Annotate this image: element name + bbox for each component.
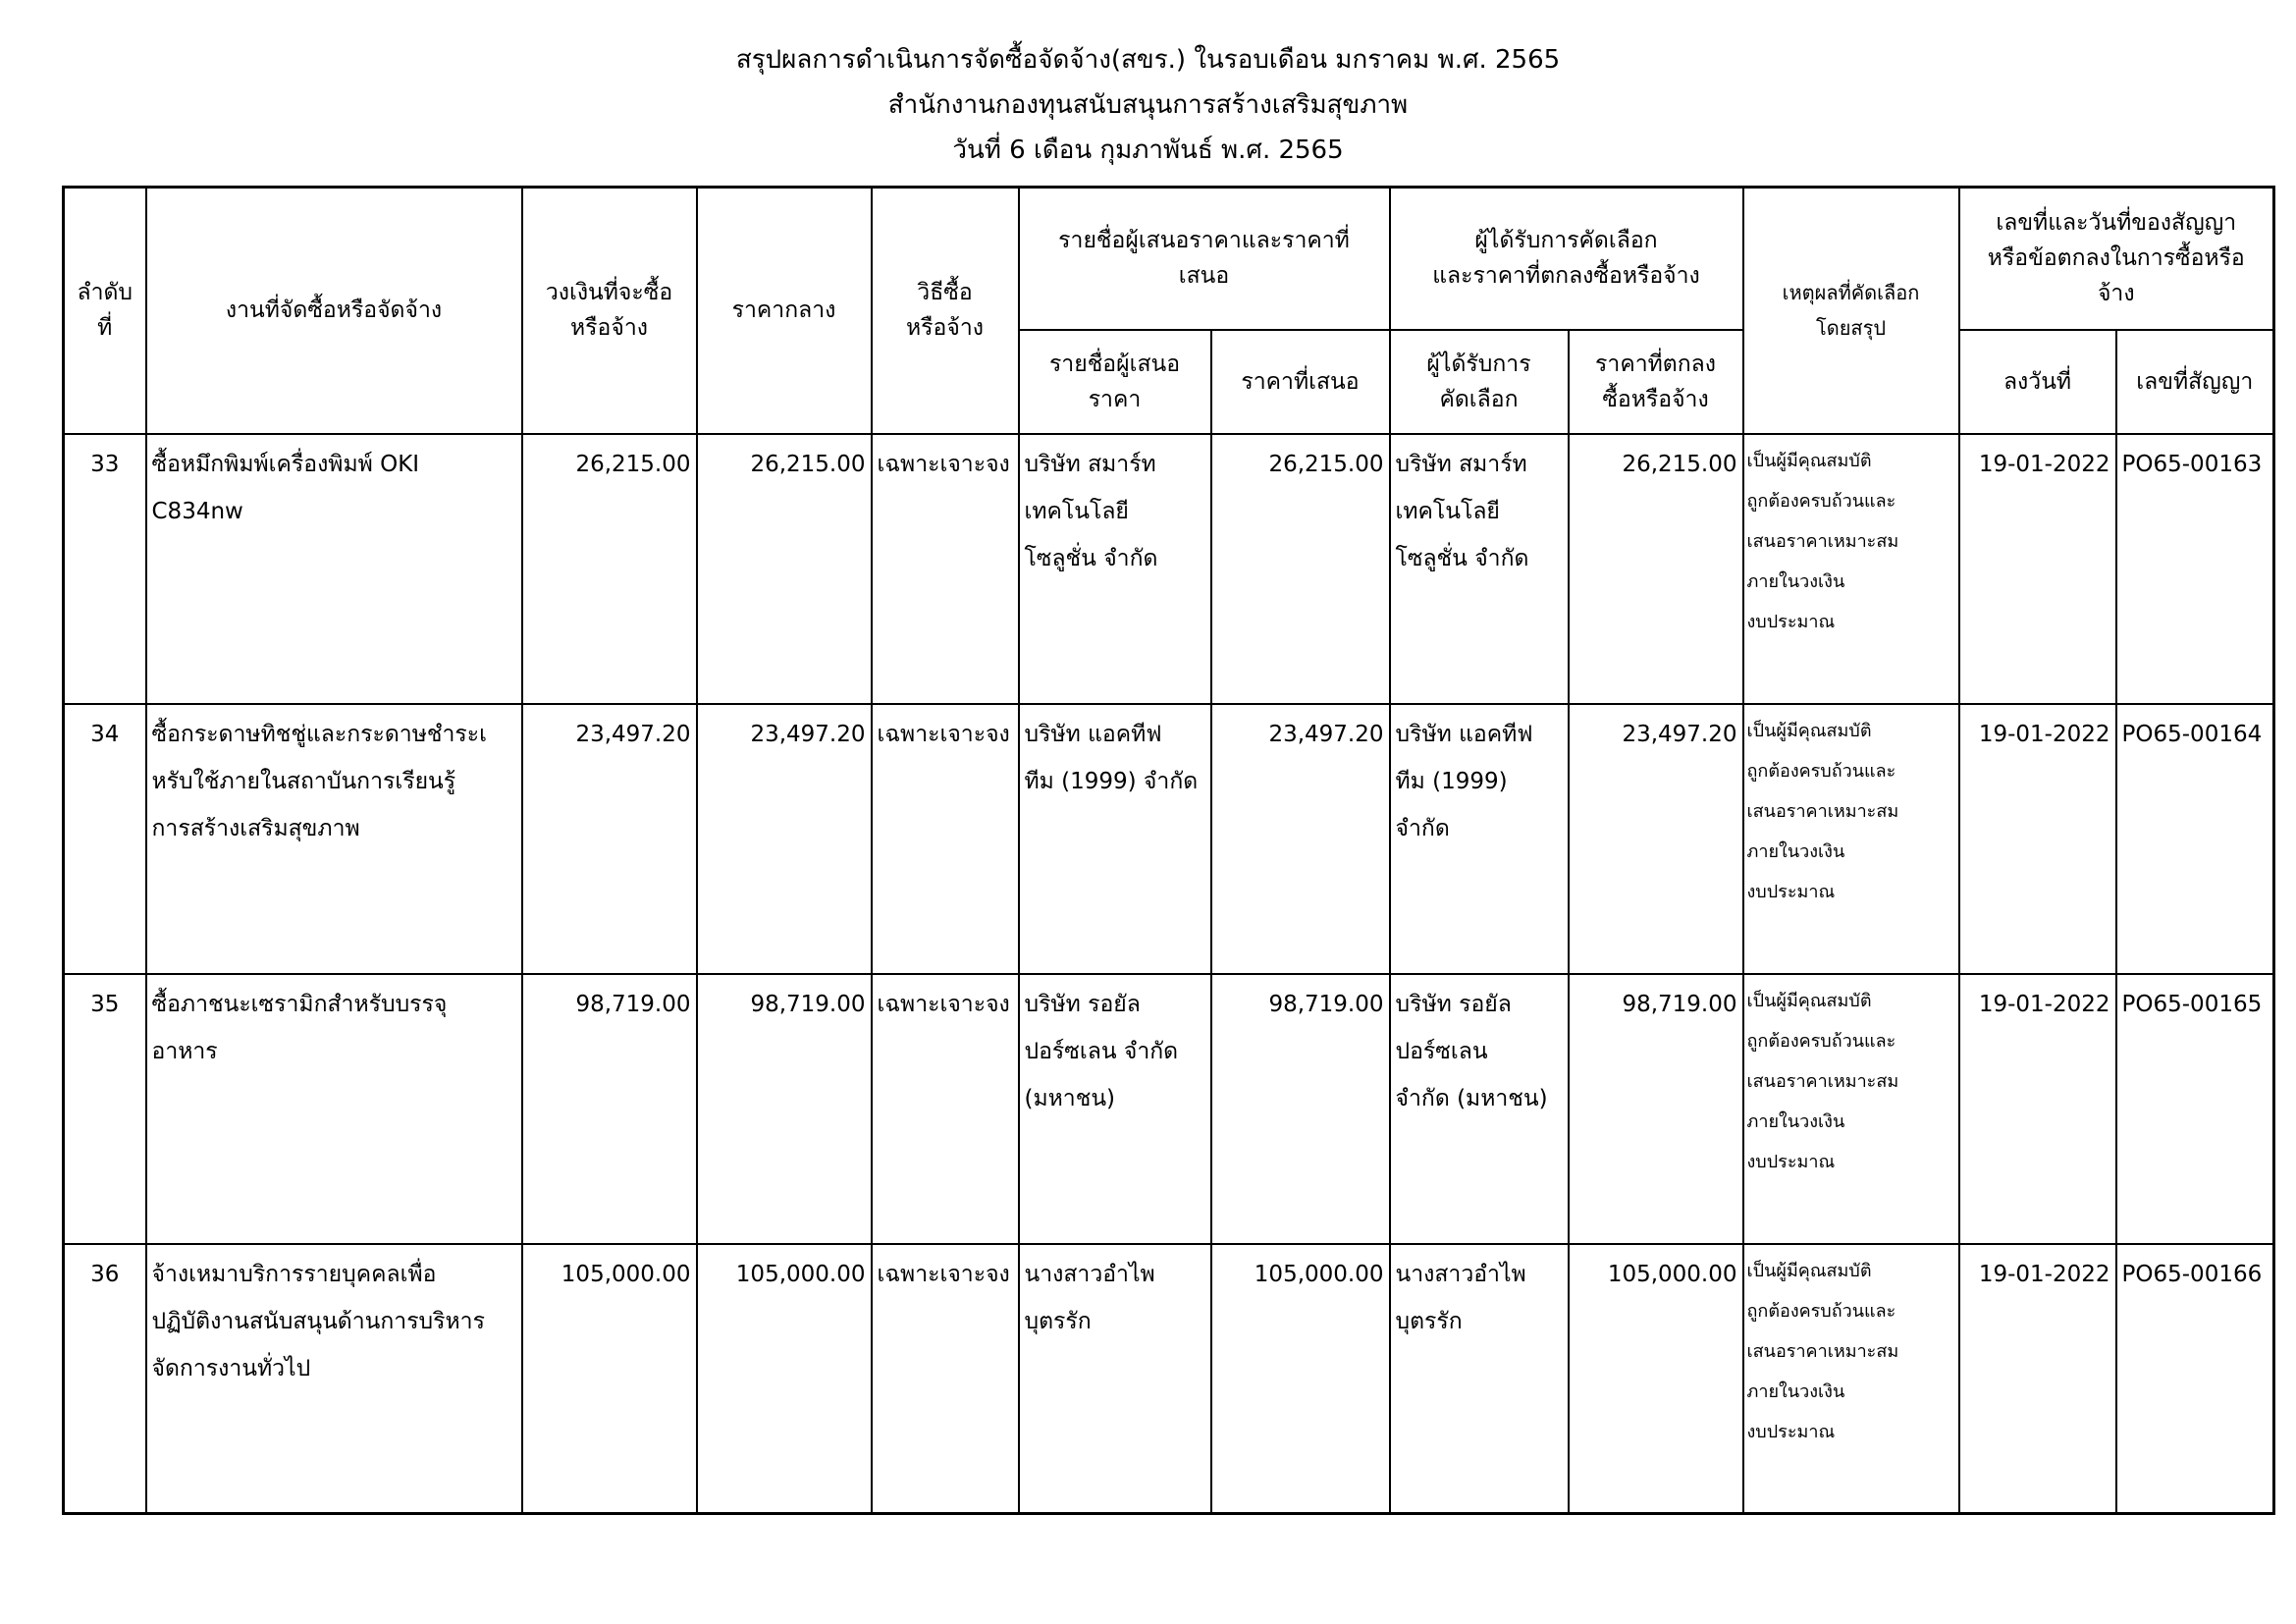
cell-contract-no: PO65-00164 — [2116, 704, 2274, 974]
cell-budget: 26,215.00 — [522, 434, 697, 704]
cell-item: ซื้อหมึกพิมพ์เครื่องพิมพ์ OKI C834nw — [146, 434, 522, 704]
document-header — [0, 37, 2296, 173]
cell-method: เฉพาะเจาะจง — [872, 1244, 1019, 1514]
table-row — [64, 434, 2274, 704]
cell-method: เฉพาะเจาะจง — [872, 434, 1019, 704]
report-date: วันที่ 6 เดือน กุมภาพันธ์ พ.ศ. 2565 — [952, 135, 1344, 165]
table-body — [64, 434, 2274, 1514]
cell-selected-name: บริษัท รอยัล ปอร์ซเลน จำกัด (มหาชน) — [1390, 974, 1569, 1244]
col-header-bid-price: ราคาที่เสนอ — [1211, 330, 1390, 434]
cell-bidder-name: บริษัท แอคทีฟ ทีม (1999) จำกัด — [1019, 704, 1211, 974]
cell-no: 34 — [64, 704, 146, 974]
table-header — [64, 188, 2274, 434]
cell-reason: เป็นผู้มีคุณสมบัติ ถูกต้องครบถ้วนและ เสนอราคาเหมาะสม ภายในวงเงิน งบประมาณ — [1743, 434, 1959, 704]
cell-bidder-name: นางสาวอำไพ บุตรรัก — [1019, 1244, 1211, 1514]
cell-contract-date: 19-01-2022 — [1959, 434, 2116, 704]
table-row — [64, 1244, 2274, 1514]
organization-name: สำนักงานกองทุนสนับสนุนการสร้างเสริมสุขภาพ — [887, 90, 1409, 120]
cell-contract-no: PO65-00165 — [2116, 974, 2274, 1244]
col-header-selected-name: ผู้ได้รับการ คัดเลือก — [1390, 330, 1569, 434]
procurement-table — [62, 186, 2275, 1515]
col-header-method: วิธีซื้อ หรือจ้าง — [872, 188, 1019, 434]
cell-item: ซื้อกระดาษทิชชู่และกระดาษชำระเ หรับใช้ภายในสถาบันการเรียนรู้ การสร้างเสริมสุขภาพ — [146, 704, 522, 974]
col-header-budget: วงเงินที่จะซื้อ หรือจ้าง — [522, 188, 697, 434]
cell-item: จ้างเหมาบริการรายบุคคลเพื่อ ปฏิบัติงานสนับสนุนด้านการบริหาร จัดการงานทั่วไป — [146, 1244, 522, 1514]
col-header-bidder-name: รายชื่อผู้เสนอ ราคา — [1019, 330, 1211, 434]
cell-selected-name: นางสาวอำไพ บุตรรัก — [1390, 1244, 1569, 1514]
cell-contract-date: 19-01-2022 — [1959, 1244, 2116, 1514]
cell-contract-date: 19-01-2022 — [1959, 704, 2116, 974]
cell-no: 35 — [64, 974, 146, 1244]
cell-contract-date: 19-01-2022 — [1959, 974, 2116, 1244]
cell-bid-price: 26,215.00 — [1211, 434, 1390, 704]
cell-reason: เป็นผู้มีคุณสมบัติ ถูกต้องครบถ้วนและ เสนอราคาเหมาะสม ภายในวงเงิน งบประมาณ — [1743, 704, 1959, 974]
cell-median-price: 23,497.20 — [697, 704, 872, 974]
col-header-contract-no: เลขที่สัญญา — [2116, 330, 2274, 434]
cell-method: เฉพาะเจาะจง — [872, 704, 1019, 974]
cell-bid-price: 105,000.00 — [1211, 1244, 1390, 1514]
cell-contract-no: PO65-00163 — [2116, 434, 2274, 704]
cell-agreed-price: 105,000.00 — [1569, 1244, 1743, 1514]
cell-reason: เป็นผู้มีคุณสมบัติ ถูกต้องครบถ้วนและ เสนอราคาเหมาะสม ภายในวงเงิน งบประมาณ — [1743, 974, 1959, 1244]
cell-method: เฉพาะเจาะจง — [872, 974, 1019, 1244]
col-header-reason: เหตุผลที่คัดเลือก โดยสรุป — [1743, 188, 1959, 434]
col-header-selected-group: ผู้ได้รับการคัดเลือก และราคาที่ตกลงซื้อหรือจ้าง — [1390, 188, 1743, 330]
cell-agreed-price: 26,215.00 — [1569, 434, 1743, 704]
col-header-contract-date: ลงวันที่ — [1959, 330, 2116, 434]
cell-contract-no: PO65-00166 — [2116, 1244, 2274, 1514]
cell-agreed-price: 98,719.00 — [1569, 974, 1743, 1244]
report-title: สรุปผลการดำเนินการจัดซื้อจัดจ้าง(สขร.) ในรอบเดือน มกราคม พ.ศ. 2565 — [735, 45, 1561, 75]
cell-budget: 98,719.00 — [522, 974, 697, 1244]
col-header-item: งานที่จัดซื้อหรือจัดจ้าง — [146, 188, 522, 434]
cell-median-price: 105,000.00 — [697, 1244, 872, 1514]
cell-bidder-name: บริษัท รอยัล ปอร์ซเลน จำกัด (มหาชน) — [1019, 974, 1211, 1244]
col-header-contract-group: เลขที่และวันที่ของสัญญา หรือข้อตกลงในการซื้อหรือ จ้าง — [1959, 188, 2274, 330]
cell-selected-name: บริษัท สมาร์ท เทคโนโลยี โซลูชั่น จำกัด — [1390, 434, 1569, 704]
table-row — [64, 974, 2274, 1244]
cell-bidder-name: บริษัท สมาร์ท เทคโนโลยี โซลูชั่น จำกัด — [1019, 434, 1211, 704]
cell-bid-price: 23,497.20 — [1211, 704, 1390, 974]
table-row — [64, 704, 2274, 974]
cell-median-price: 26,215.00 — [697, 434, 872, 704]
cell-budget: 23,497.20 — [522, 704, 697, 974]
col-header-bidders-group: รายชื่อผู้เสนอราคาและราคาที่ เสนอ — [1019, 188, 1390, 330]
col-header-no: ลำดับ ที่ — [64, 188, 146, 434]
col-header-agreed-price: ราคาที่ตกลง ซื้อหรือจ้าง — [1569, 330, 1743, 434]
col-header-median-price: ราคากลาง — [697, 188, 872, 434]
cell-selected-name: บริษัท แอคทีฟ ทีม (1999) จำกัด — [1390, 704, 1569, 974]
cell-bid-price: 98,719.00 — [1211, 974, 1390, 1244]
cell-reason: เป็นผู้มีคุณสมบัติ ถูกต้องครบถ้วนและ เสนอราคาเหมาะสม ภายในวงเงิน งบประมาณ — [1743, 1244, 1959, 1514]
cell-median-price: 98,719.00 — [697, 974, 872, 1244]
cell-budget: 105,000.00 — [522, 1244, 697, 1514]
cell-item: ซื้อภาชนะเซรามิกสำหรับบรรจุ อาหาร — [146, 974, 522, 1244]
cell-no: 36 — [64, 1244, 146, 1514]
cell-agreed-price: 23,497.20 — [1569, 704, 1743, 974]
cell-no: 33 — [64, 434, 146, 704]
